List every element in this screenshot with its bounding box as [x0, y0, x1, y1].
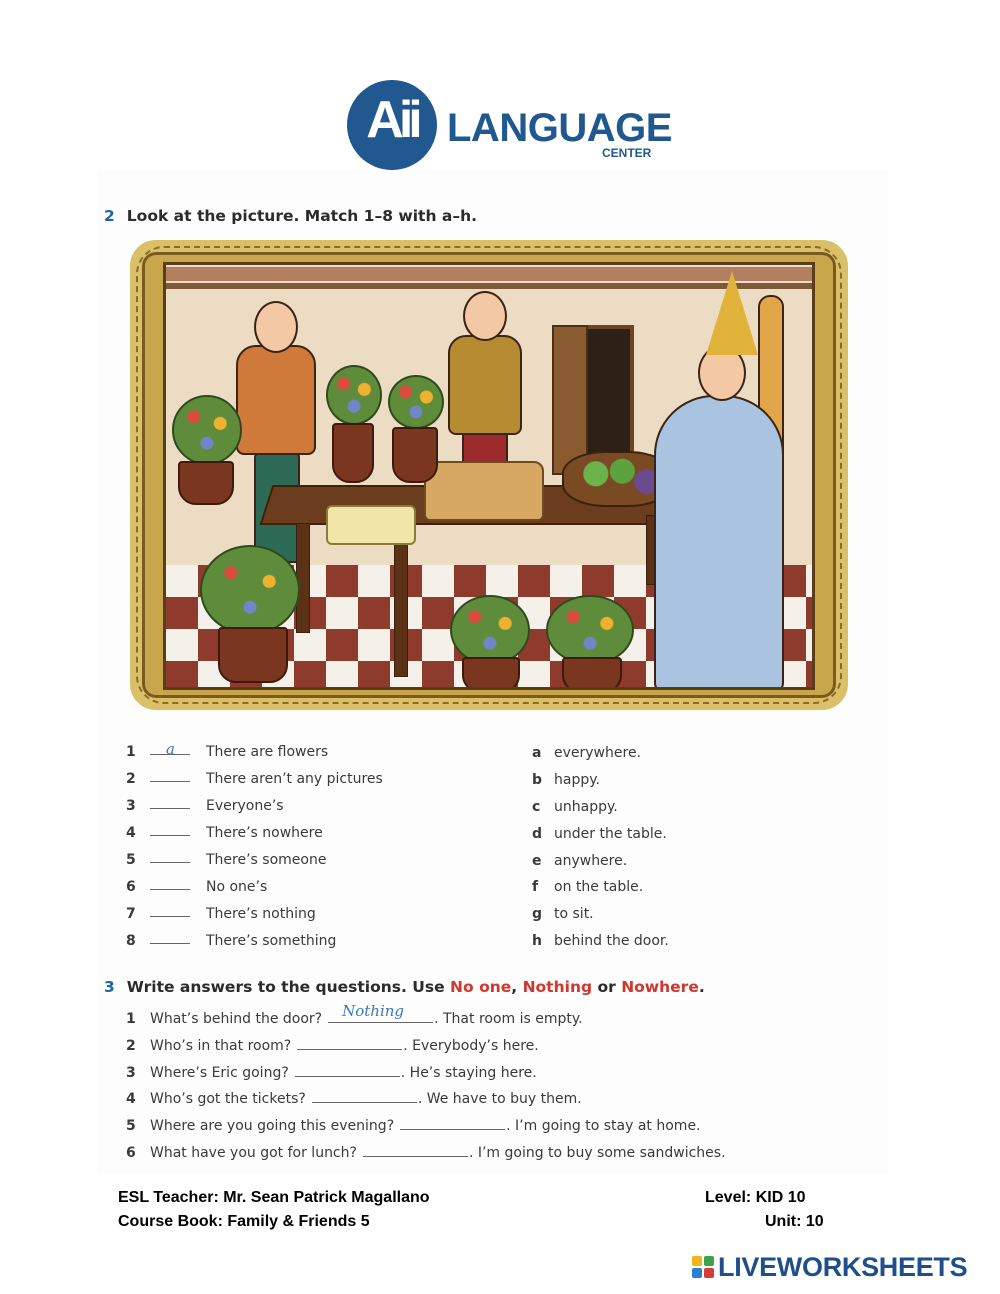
unit-label: Unit: 10 [765, 1213, 824, 1230]
table-leg [394, 527, 408, 677]
open-door [552, 325, 588, 475]
question-item [126, 1063, 537, 1083]
answer-blank[interactable] [150, 835, 190, 836]
question-item [126, 1036, 539, 1056]
item-number: 5 [126, 1118, 136, 1134]
exercise-2-title [104, 207, 477, 225]
response-text: . He’s staying here. [400, 1065, 537, 1081]
answer-blank[interactable] [150, 862, 190, 863]
item-number: 1 [126, 744, 136, 760]
exercise-3-number: 3 [104, 978, 115, 996]
item-number: 7 [126, 906, 136, 922]
answer-blank[interactable] [297, 1036, 402, 1050]
flower-vase [388, 375, 444, 429]
ending-item [532, 743, 732, 763]
answer-blank[interactable] [312, 1089, 417, 1103]
boy-2-head [463, 291, 507, 341]
item-number: 1 [126, 1011, 136, 1027]
question-item [126, 1116, 701, 1136]
keyword-nowhere: Nowhere [621, 978, 699, 996]
item-text: There’s someone [206, 852, 327, 868]
item-number: 8 [126, 933, 136, 949]
answer-blank[interactable] [295, 1063, 400, 1077]
flower-vase [450, 595, 530, 665]
item-text: Everyone’s [206, 798, 284, 814]
match-item [126, 823, 426, 843]
flower-pot [218, 627, 288, 683]
exercise-2-instruction: Look at the picture. Match 1–8 with a–h. [126, 207, 478, 225]
conjunction: or [597, 978, 616, 996]
ending-item [532, 770, 732, 790]
item-number: 4 [126, 825, 136, 841]
flower-pot [332, 423, 374, 483]
flower-vase [172, 395, 242, 465]
flower-pot [392, 427, 438, 483]
item-text: There’s nowhere [206, 825, 323, 841]
course-book: Course Book: Family & Friends 5 [118, 1213, 370, 1230]
item-number: 3 [126, 798, 136, 814]
logo-subtitle: CENTER [602, 146, 652, 160]
answer-blank[interactable] [150, 889, 190, 890]
question-item [126, 1089, 582, 1109]
item-text: There aren’t any pictures [206, 771, 383, 787]
ending-item [532, 931, 732, 951]
ending-letter: a [532, 745, 542, 761]
item-number: 4 [126, 1091, 136, 1107]
item-text: There are flowers [206, 744, 329, 760]
match-item [126, 796, 426, 816]
answer-blank[interactable] [363, 1143, 468, 1157]
answer-blank[interactable] [150, 916, 190, 917]
match-item [126, 850, 426, 870]
keyword-nothing: Nothing [522, 978, 593, 996]
match-item [126, 877, 426, 897]
question-text: Where are you going this evening? [150, 1118, 395, 1134]
logo-mark: Aii [366, 91, 418, 149]
flower-pot [178, 461, 234, 505]
flower-vase [200, 545, 300, 635]
ending-letter: b [532, 772, 543, 788]
aii-logo [347, 80, 672, 170]
flower-vase [546, 595, 634, 665]
ending-letter: c [532, 799, 541, 815]
full-stop: . [698, 978, 705, 996]
ending-text: anywhere. [554, 853, 628, 869]
response-text: . We have to buy them. [417, 1091, 582, 1107]
exercise-3-title [104, 978, 705, 996]
ending-text: to sit. [554, 906, 594, 922]
level-label: Level: KID 10 [705, 1189, 806, 1206]
answer-blank[interactable] [328, 1002, 433, 1023]
ending-text: on the table. [554, 879, 644, 895]
item-number: 5 [126, 852, 136, 868]
item-number: 6 [126, 879, 136, 895]
answer-blank[interactable] [400, 1116, 505, 1130]
ending-item [532, 851, 732, 871]
question-text: Who’s got the tickets? [150, 1091, 306, 1107]
teacher-name: ESL Teacher: Mr. Sean Patrick Magallano [118, 1189, 430, 1206]
match-item [126, 904, 426, 924]
ending-text: everywhere. [554, 745, 642, 761]
cheese [326, 505, 416, 545]
ending-text: behind the door. [554, 933, 669, 949]
ending-letter: g [532, 906, 543, 922]
exercise-2-number: 2 [104, 207, 115, 225]
flower-pot [462, 657, 520, 690]
ending-item [532, 797, 732, 817]
exercise-3-instruction: Write answers to the questions. Use [126, 978, 445, 996]
princess-hat [706, 271, 758, 355]
item-text: There’s nothing [206, 906, 316, 922]
ending-item [532, 824, 732, 844]
ending-letter: f [532, 879, 539, 895]
ending-item [532, 877, 732, 897]
item-number: 2 [126, 771, 136, 787]
question-item [126, 1002, 583, 1029]
question-text: What’s behind the door? [150, 1011, 323, 1027]
liveworksheets-icon [692, 1256, 714, 1278]
bread-loaf [424, 461, 544, 521]
princess [654, 395, 784, 690]
illustration [163, 262, 815, 690]
boy-1-head [254, 301, 298, 353]
ending-text: happy. [554, 772, 600, 788]
match-item [126, 769, 426, 789]
item-number: 2 [126, 1038, 136, 1054]
question-text: Who’s in that room? [150, 1038, 292, 1054]
item-text: No one’s [206, 879, 268, 895]
boy-2 [448, 335, 522, 435]
answer-blank[interactable] [150, 781, 190, 782]
flower-vase [326, 365, 382, 425]
response-text: . Everybody’s here. [403, 1038, 539, 1054]
ending-letter: d [532, 826, 543, 842]
item-text: There’s something [206, 933, 337, 949]
answer-blank[interactable] [150, 808, 190, 809]
handwritten-answer: Nothing [342, 1002, 404, 1020]
liveworksheets-wordmark: LIVEWORKSHEETS [718, 1252, 968, 1282]
response-text: . I’m going to buy some sandwiches. [468, 1145, 726, 1161]
ending-text: unhappy. [554, 799, 618, 815]
flower-pot [562, 657, 622, 690]
logo-name: LANGUAGE [447, 106, 672, 150]
handwritten-answer: a [166, 740, 175, 758]
ending-letter: h [532, 933, 542, 949]
match-item [126, 931, 426, 951]
ending-item [532, 904, 732, 924]
item-number: 6 [126, 1145, 136, 1161]
match-item [126, 742, 426, 762]
question-text: Where’s Eric going? [150, 1065, 289, 1081]
boy-1 [236, 345, 316, 455]
response-text: . I’m going to stay at home. [506, 1118, 701, 1134]
item-number: 3 [126, 1065, 136, 1081]
separator: , [511, 978, 518, 996]
ending-letter: e [532, 853, 542, 869]
keyword-no-one: No one [450, 978, 512, 996]
response-text: . That room is empty. [434, 1011, 583, 1027]
question-text: What have you got for lunch? [150, 1145, 357, 1161]
question-item [126, 1143, 726, 1163]
answer-blank[interactable] [150, 943, 190, 944]
ending-text: under the table. [554, 826, 667, 842]
